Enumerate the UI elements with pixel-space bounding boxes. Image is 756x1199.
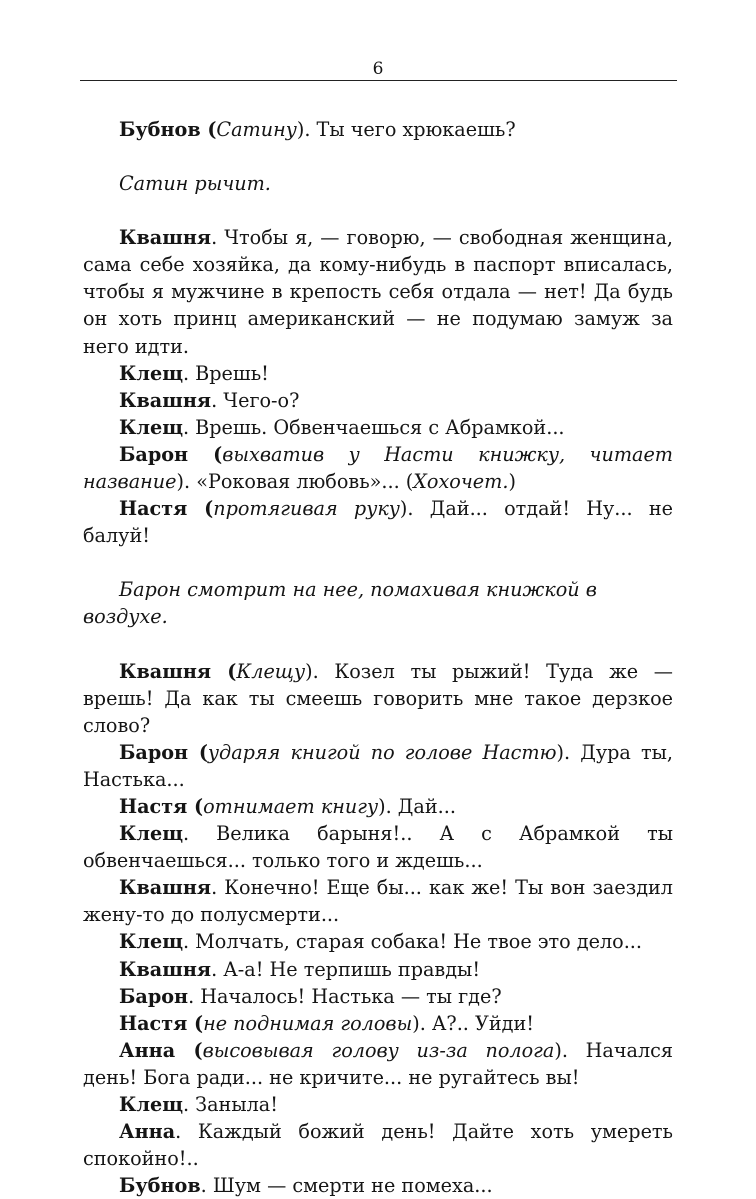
speech: ). Дай... отдай! Ну... не балуй! <box>83 497 673 548</box>
speaker: Квашня <box>119 226 212 250</box>
replica <box>83 1118 673 1172</box>
speaker-paren: ( <box>175 1038 203 1062</box>
speaker: Барон <box>119 740 189 764</box>
speech: . Чтобы я, — говорю, — свободная женщина, сама себе хозяйка, да кому-нибудь в паспорт вписалась, чтобы я мужчине в крепость себя отдала — нет! Да будь он хоть принц американский — не подумаю замуж за него идти. <box>83 226 673 358</box>
spacer <box>83 631 673 658</box>
replica <box>83 983 673 1010</box>
speaker: Анна <box>119 1038 176 1062</box>
header-rule <box>80 80 677 81</box>
stage-direction: отнимает книгу <box>203 794 379 818</box>
replica <box>83 1172 673 1199</box>
speaker: Клещ <box>119 822 183 846</box>
speaker-paren: ( <box>211 659 237 683</box>
speech: . Началось! Настька — ты где? <box>188 984 502 1008</box>
speaker: Настя <box>119 1011 188 1035</box>
replica <box>83 793 673 820</box>
speech: . Молчать, старая собака! Не твое это дело... <box>182 930 643 954</box>
speech: ). Козел ты рыжий! Туда же — врешь! Да как ты смеешь говорить мне такое дерзкое слово? <box>83 659 673 737</box>
stage-direction-paragraph: Барон смотрит на нее, помахивая книжкой в воздухе. <box>83 578 597 629</box>
speaker: Клещ <box>119 930 183 954</box>
speech: . Каждый божий день! Дайте хоть умереть спокойно!.. <box>83 1120 673 1171</box>
replica <box>83 387 673 414</box>
spacer <box>83 549 673 576</box>
speaker: Квашня <box>119 388 212 412</box>
speaker: Клещ <box>119 415 183 439</box>
play-text <box>83 116 673 1199</box>
stage-direction: выхватив у Насти книжку, читает название <box>83 442 674 494</box>
speaker: Клещ <box>119 1093 183 1116</box>
stage-direction: протягивая руку <box>213 497 400 521</box>
speaker-paren: ( <box>188 740 208 764</box>
speaker: Квашня <box>119 876 212 900</box>
stage-direction: не поднимая головы <box>203 1011 413 1035</box>
replica <box>83 956 673 983</box>
speaker-paren: ( <box>187 794 204 818</box>
speech: . Конечно! Еще бы... как же! Ты вон заездил жену-то до полусмерти... <box>83 876 673 927</box>
replica <box>83 928 673 955</box>
replica <box>83 1010 673 1037</box>
speaker: Барон <box>119 984 189 1008</box>
speaker: Клещ <box>119 361 183 385</box>
replica <box>83 414 673 441</box>
speech: . Велика барыня!.. А с Абрамкой ты обвенчаешься... только того и ждешь... <box>83 822 673 873</box>
speaker: Настя <box>119 794 188 818</box>
speech: ) <box>508 470 516 494</box>
speaker-paren: ( <box>200 118 217 141</box>
speaker: Квашня <box>119 659 212 683</box>
speech: ). Начался день! Бога ради... не кричите... не ругайтесь вы! <box>83 1038 673 1089</box>
stage-direction-paragraph: Сатин рычит. <box>119 172 271 196</box>
stage-direction: ударяя книгой по голове Настю <box>207 740 557 764</box>
replica <box>83 1037 673 1091</box>
replica <box>83 360 673 387</box>
speech: ). А?.. Уйди! <box>412 1011 534 1035</box>
speech: . Врешь. Обвенчаешься с Абрамкой... <box>182 415 565 439</box>
speech: ). Дура ты, Настька... <box>83 740 673 791</box>
stage-direction: Клещу <box>236 659 306 683</box>
replica <box>83 224 673 359</box>
stage-direction: Сатину <box>216 118 297 141</box>
replica <box>83 658 673 739</box>
speech: . Шум — смерти не помеха... <box>200 1174 493 1198</box>
spacer <box>83 197 673 224</box>
speaker: Бубнов <box>119 1174 201 1198</box>
speech: . А-а! Не терпишь правды! <box>211 957 481 981</box>
page-number: 6 <box>372 59 384 79</box>
speaker: Квашня <box>119 957 212 981</box>
replica <box>83 820 673 874</box>
speaker-paren: ( <box>187 1011 204 1035</box>
speaker-paren: ( <box>188 442 223 466</box>
stage-direction: Хохочет. <box>413 470 509 494</box>
speaker: Настя <box>119 497 188 521</box>
speech: . Заныла! <box>182 1093 278 1116</box>
speaker: Бубнов <box>119 118 201 141</box>
speech: . Чего-о? <box>211 388 300 412</box>
speech: ). «Роковая любовь»... ( <box>176 470 414 494</box>
speech: ). Ты чего хрюкаешь? <box>296 118 516 141</box>
replica <box>83 739 673 793</box>
speech: . Врешь! <box>182 361 269 385</box>
replica <box>83 495 673 549</box>
speaker-paren: ( <box>187 497 214 521</box>
replica <box>83 874 673 928</box>
replica <box>83 1091 673 1118</box>
spacer <box>83 143 673 170</box>
speaker: Анна <box>119 1120 176 1144</box>
replica <box>83 441 673 495</box>
speaker: Барон <box>119 442 189 466</box>
stage-direction: высовывая голову из-за полога <box>202 1038 555 1062</box>
speech: ). Дай... <box>378 794 456 818</box>
replica <box>83 116 673 143</box>
